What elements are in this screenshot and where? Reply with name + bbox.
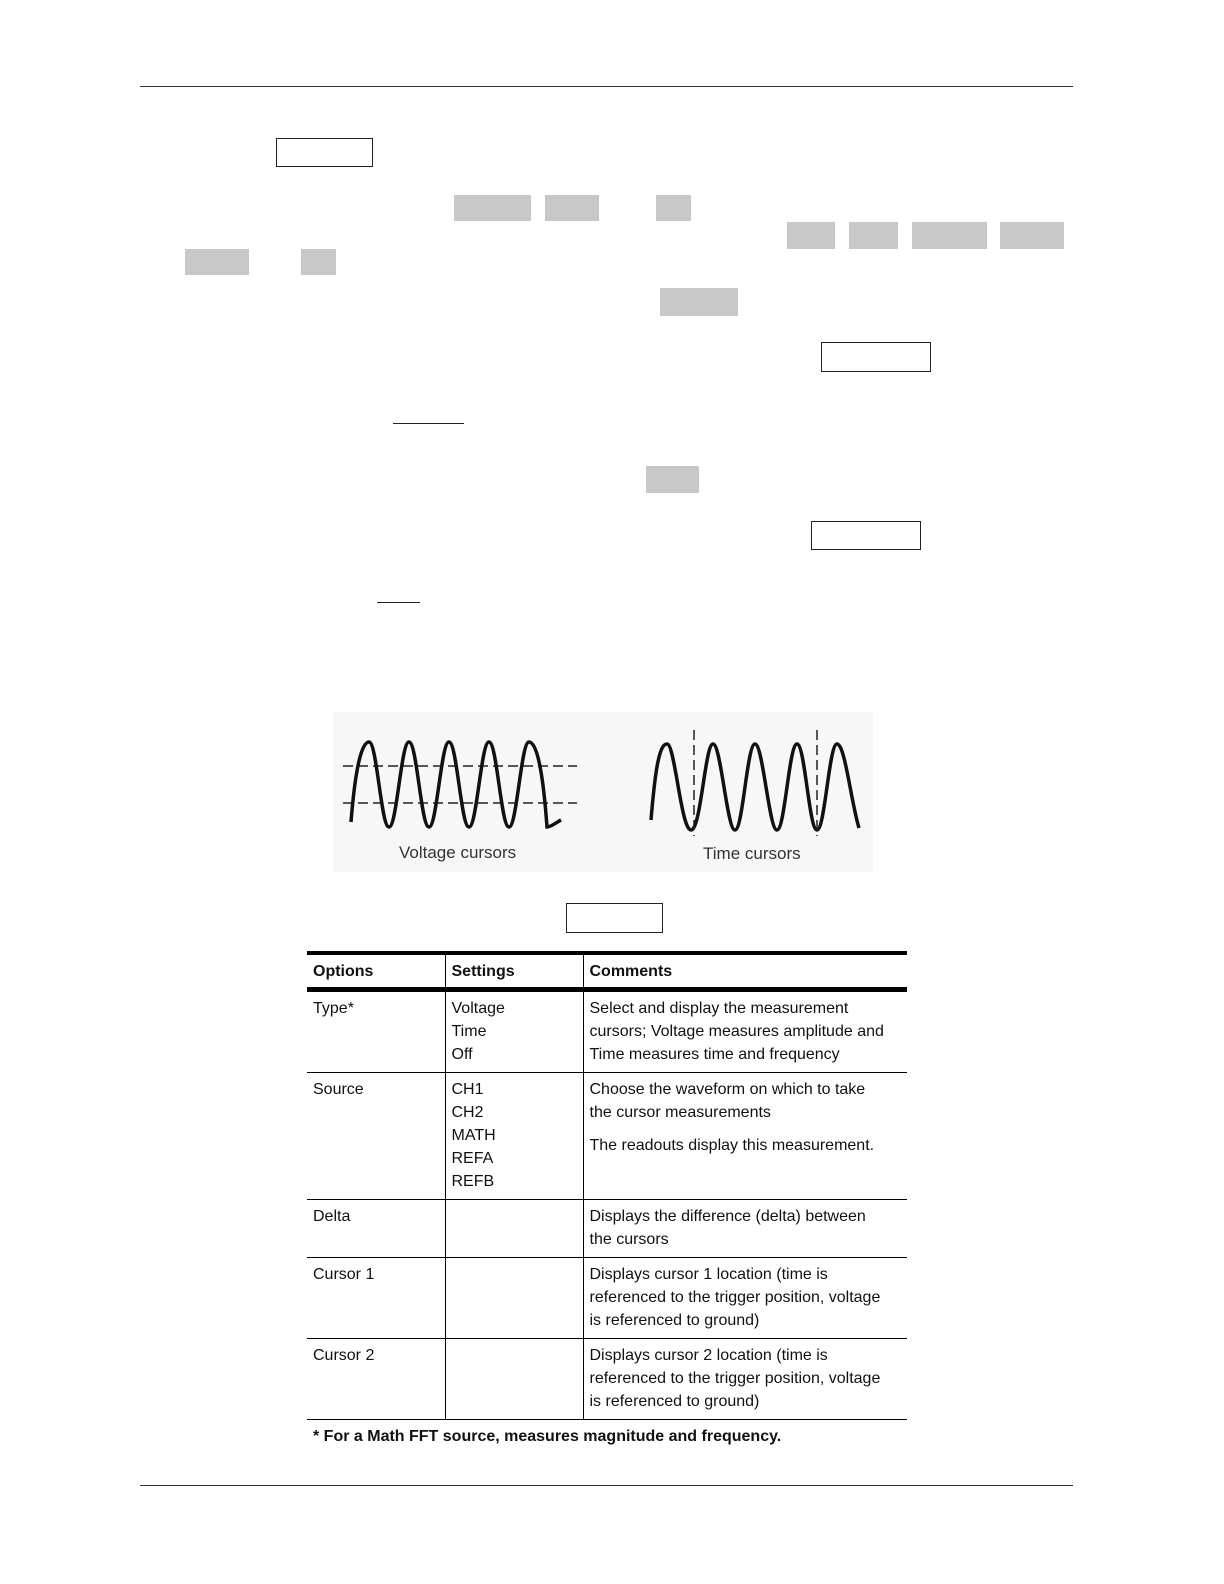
- cursor-figure: [333, 712, 873, 872]
- underline-2: [377, 602, 420, 603]
- highlight-block-4: [787, 222, 835, 249]
- option-cell: Source: [307, 1073, 445, 1200]
- table-row: [307, 1258, 907, 1339]
- table-footnote: * For a Math FFT source, measures magnitude and frequency.: [307, 1419, 907, 1454]
- comments-cell: [583, 1339, 907, 1420]
- comment-line: Displays the difference (delta) between: [589, 1208, 866, 1225]
- setting-value: Time: [451, 1023, 487, 1040]
- header-comments: Comments: [583, 953, 907, 990]
- highlight-block-2: [545, 195, 599, 221]
- highlight-block-7: [1000, 222, 1064, 249]
- option-cell: Cursor 1: [307, 1258, 445, 1339]
- settings-cell: [445, 1258, 583, 1339]
- button-box-3: [811, 521, 921, 550]
- highlight-block-10: [660, 288, 738, 316]
- comments-cell: [583, 1073, 907, 1200]
- comments-cell: [583, 1200, 907, 1258]
- comment-note: The readouts display this measurement.: [589, 1137, 875, 1154]
- header-options: Options: [307, 953, 445, 990]
- time-cursors-label: Time cursors: [703, 844, 801, 863]
- comment-line: Select and display the measurement: [589, 1000, 849, 1017]
- settings-cell: [445, 1200, 583, 1258]
- setting-value: MATH: [451, 1127, 496, 1144]
- time-waveform: [651, 744, 859, 830]
- header-settings: Settings: [445, 953, 583, 990]
- options-table: [307, 953, 907, 1454]
- button-box-2: [821, 342, 931, 372]
- comments-cell: [583, 1258, 907, 1339]
- comment-line: Choose the waveform on which to take: [589, 1081, 866, 1098]
- comment-line: is referenced to ground): [589, 1312, 760, 1329]
- header-rule: [140, 86, 1073, 87]
- setting-value: CH1: [451, 1081, 484, 1098]
- settings-cell: [445, 1339, 583, 1420]
- footer-rule: [140, 1485, 1073, 1486]
- setting-value: Off: [451, 1046, 473, 1063]
- highlight-block-11: [646, 466, 699, 493]
- option-cell: Cursor 2: [307, 1339, 445, 1420]
- option-cell: Type*: [313, 1000, 354, 1017]
- setting-value: REFB: [451, 1173, 495, 1190]
- highlight-block-1: [454, 195, 531, 221]
- comment-line: is referenced to ground): [589, 1393, 760, 1410]
- comment-line: Displays cursor 1 location (time is: [589, 1266, 828, 1283]
- comment-line: referenced to the trigger position, voltage: [589, 1370, 881, 1387]
- setting-value: Voltage: [451, 1000, 505, 1017]
- comment-spacer: [590, 1124, 902, 1134]
- highlight-block-9: [301, 249, 336, 275]
- option-cell: Delta: [307, 1200, 445, 1258]
- comment-line: the cursor measurements: [589, 1104, 771, 1121]
- table-row: [307, 1073, 907, 1200]
- highlight-block-8: [185, 249, 249, 275]
- setting-value: REFA: [451, 1150, 494, 1167]
- comments-cell: [583, 990, 907, 1073]
- table-row: [307, 990, 907, 1073]
- highlight-block-6: [912, 222, 987, 249]
- settings-cell: [445, 1073, 583, 1200]
- table-row: [307, 1200, 907, 1258]
- comment-line: Time measures time and frequency: [589, 1046, 840, 1063]
- highlight-block-5: [849, 222, 898, 249]
- button-box-4: [566, 903, 663, 933]
- underline-1: [393, 423, 464, 424]
- voltage-waveform: [351, 742, 561, 827]
- highlight-block-3: [656, 195, 691, 221]
- setting-value: CH2: [451, 1104, 484, 1121]
- comment-line: cursors; Voltage measures amplitude and: [589, 1023, 884, 1040]
- voltage-cursors-label: Voltage cursors: [399, 843, 517, 862]
- button-box-1: [276, 138, 373, 167]
- comment-line: Displays cursor 2 location (time is: [589, 1347, 828, 1364]
- settings-cell: [445, 990, 583, 1073]
- comment-line: referenced to the trigger position, voltage: [589, 1289, 881, 1306]
- table-row: [307, 1339, 907, 1420]
- comment-line: the cursors: [589, 1231, 669, 1248]
